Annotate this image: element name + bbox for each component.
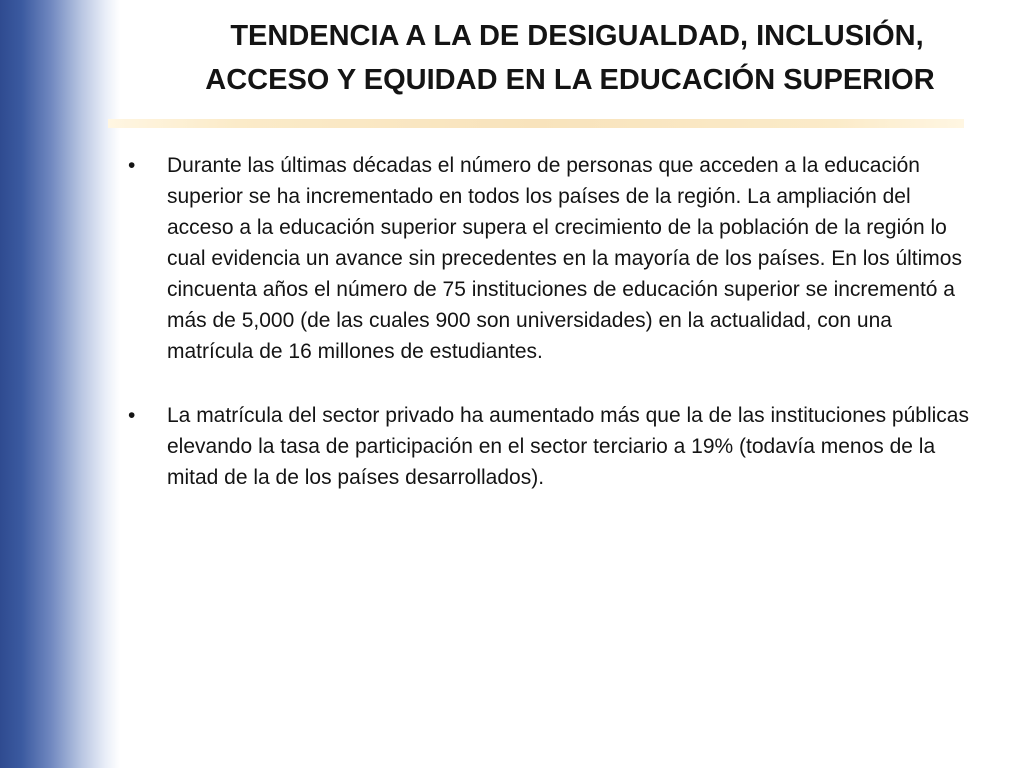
- slide-title-line-1: TENDENCIA A LA DE DESIGUALDAD, INCLUSIÓN,: [230, 20, 924, 52]
- bullet-marker: •: [128, 404, 136, 427]
- slide-title: [130, 14, 1010, 102]
- slide-title-line-2: ACCESO Y EQUIDAD EN LA EDUCACIÓN SUPERIOR: [205, 64, 935, 96]
- title-divider: [108, 119, 964, 128]
- bullet-item-2: [128, 400, 978, 493]
- bullet-marker: •: [128, 154, 136, 177]
- side-gradient-band: [0, 0, 120, 768]
- bullet-text: Durante las últimas décadas el número de personas que acceden a la educación superior se ha incrementado en todos los países de la región. La ampliación del acceso a la educación superior supera el crecimiento de la población de la región lo cual evidencia un avance sin precedentes en la mayoría de los países. En los últimos cincuenta años el número de 75 instituciones de educación superior se incrementó a más de 5,000 (de las cuales 900 son universidades) en la actualidad, con una matrícula de 16 millones de estudiantes.: [167, 154, 962, 363]
- bullet-list: [128, 150, 978, 526]
- bullet-item-1: [128, 150, 978, 367]
- bullet-text: La matrícula del sector privado ha aumentado más que la de las instituciones públicas elevando la tasa de participación en el sector terciario a 19% (todavía menos de la mitad de la de los países desarrollados).: [167, 404, 969, 489]
